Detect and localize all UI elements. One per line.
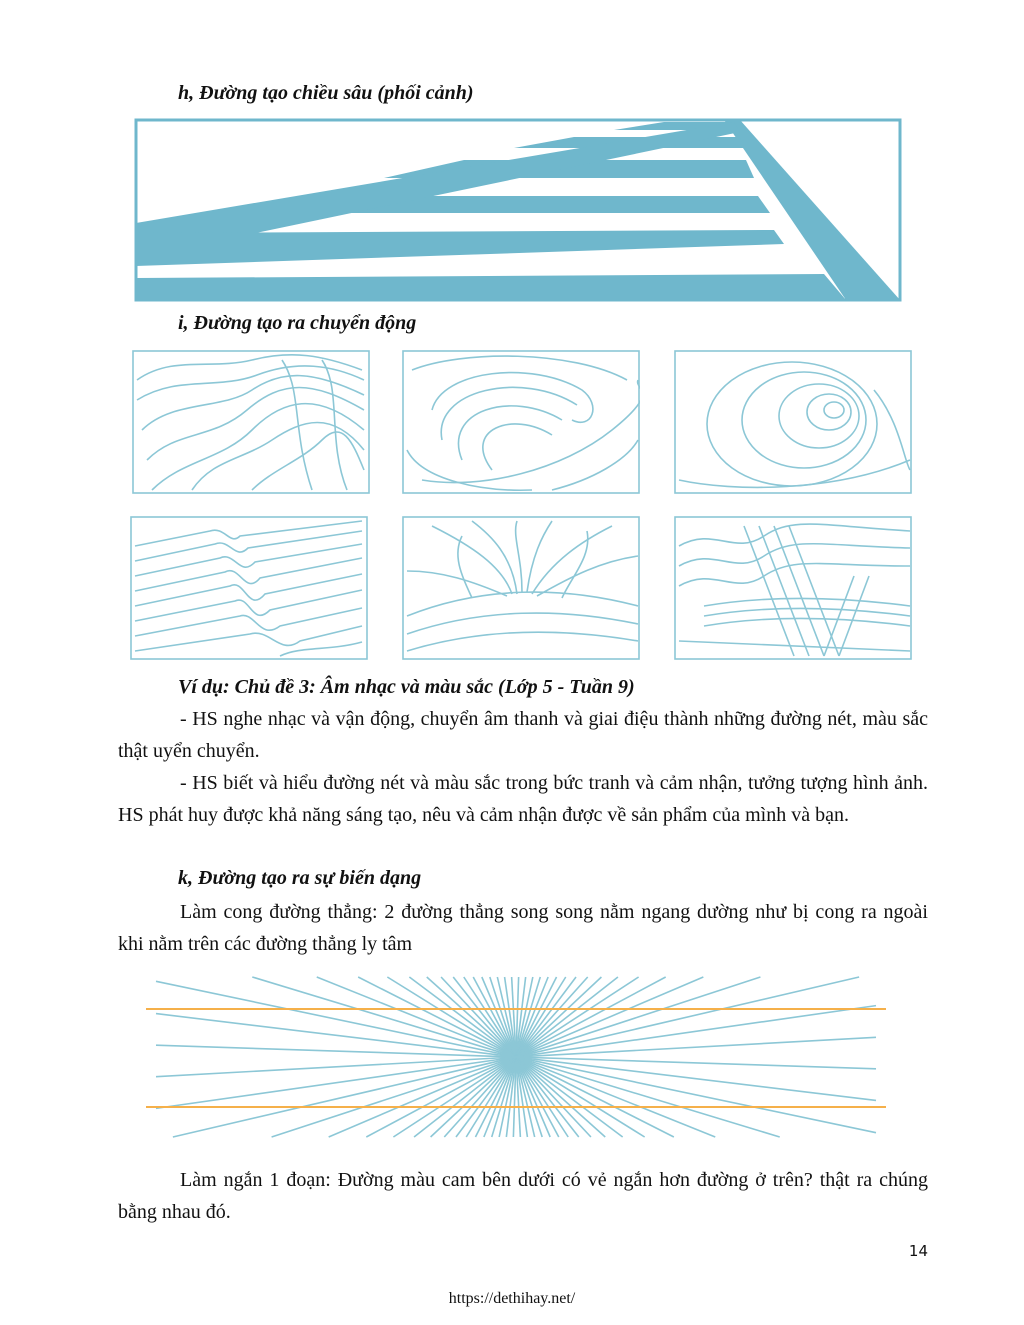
page-number: 14 (908, 1242, 928, 1260)
example-paragraph-1: - HS nghe nhạc và vận động, chuyển âm thanh và giai điệu thành những đường nét, màu sắc thật uyển chuyển. (118, 708, 928, 762)
footer-url: https://dethihay.net/ (448, 1290, 576, 1307)
heading-depth-lines: h, Đường tạo chiều sâu (phối cảnh) (178, 82, 474, 104)
radial-lines-figure (140, 975, 896, 1145)
motion-panel-waves (132, 350, 370, 494)
motion-panel-spiral (674, 350, 912, 494)
heading-motion-lines: i, Đường tạo ra chuyển động (178, 312, 417, 334)
distortion-paragraph-2: Làm ngắn 1 đoạn: Đường màu cam bên dưới có vẻ ngắn hơn đường ở trên? thật ra chúng bằng nhau đó. (118, 1169, 928, 1223)
motion-panel-curl (402, 350, 640, 494)
motion-panel-burst (402, 516, 640, 660)
motion-panel-ripples (130, 516, 368, 660)
example-paragraph-2: - HS biết và hiểu đường nét và màu sắc trong bức tranh và cảm nhận, tưởng tượng hình ảnh. HS phát huy được khả năng sáng tạo, nêu và cảm nhận được về sản phẩm của mình và bạn. (118, 772, 928, 826)
distortion-paragraph-1: Làm cong đường thẳng: 2 đường thẳng song song nằm ngang dường như bị cong ra ngoài khi nằm trên các đường thẳng ly tâm (118, 901, 928, 955)
heading-example: Ví dụ: Chủ đề 3: Âm nhạc và màu sắc (Lớp 5 - Tuần 9) (178, 676, 635, 698)
perspective-lines-figure (134, 118, 902, 302)
heading-distortion-lines: k, Đường tạo ra sự biến dạng (178, 867, 422, 889)
motion-panel-weave (674, 516, 912, 660)
